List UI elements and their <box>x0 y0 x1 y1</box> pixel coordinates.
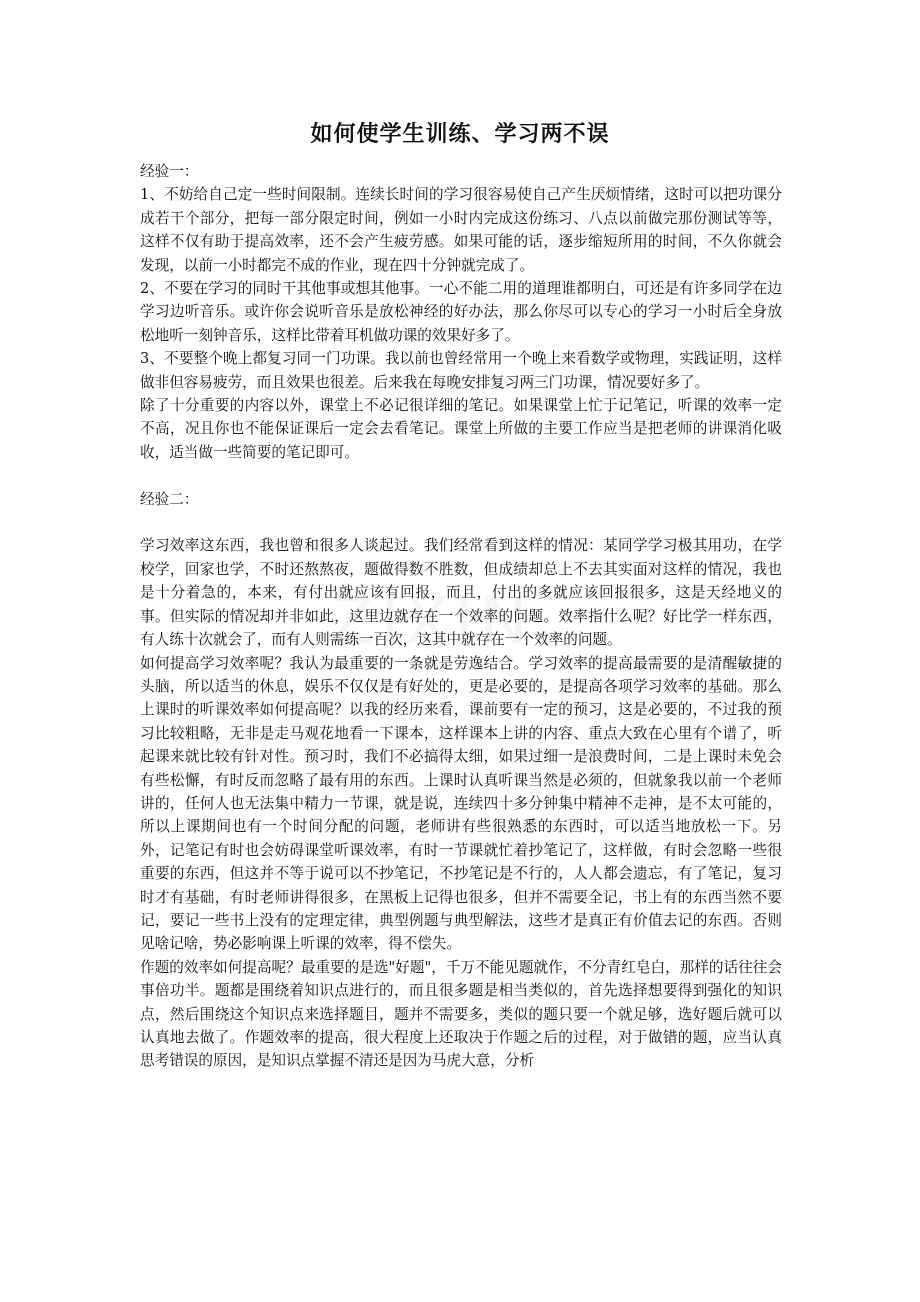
document-title: 如何使学生训练、学习两不误 <box>310 122 610 147</box>
section-heading-experience-1: 经验一： <box>140 163 199 180</box>
paragraph-notes: 除了十分重要的内容以外，课堂上不必记很详细的笔记。如果课堂上忙于记笔记，听课的效率一定不高，况且你也不能保证课后一定会去看笔记。课堂上所做的主要工作应当是把老师的讲课消化吸收，适当做一些简要的笔记即可。 <box>140 397 782 461</box>
paragraph-efficiency-class: 如何提高学习效率呢？我认为最重要的一条就是劳逸结合。学习效率的提高最需要的是清醒敏捷的头脑，所以适当的休息，娱乐不仅仅是有好处的，更是必要的，是提高各项学习效率的基础。那么上课时的听课效率如何提高呢？以我的经历来看，课前要有一定的预习，这是必要的，不过我的预习比较粗略，无非是走马观花地看一下课本，这样课本上讲的内容、重点大致在心里有个谱了，听起课来就比较有针对性。预习时，我们不必搞得太细，如果过细一是浪费时间，二是上课时未免会有些松懈，有时反而忽略了最有用的东西。上课时认真听课当然是必须的，但就象我以前一个老师讲的，任何人也无法集中精力一节课，就是说，连续四十多分钟集中精神不走神，是不太可能的，所以上课期间也有一个时间分配的问题，老师讲有些很熟悉的东西时，可以适当地放松一下。另外，记笔记有时也会妨碍课堂听课效率，有时一节课就忙着抄笔记了，这样做，有时会忽略一些很重要的东西，但这并不等于说可以不抄笔记，不抄笔记是不行的，人人都会遗忘，有了笔记，复习时才有基础，有时老师讲得很多，在黑板上记得也很多，但并不需要全记，书上有的东西当然不要记，要记一些书上没有的定理定律，典型例题与典型解法，这些才是真正有价值去记的东西。否则见啥记啥，势必影响课上听课的效率，得不偿失。 <box>140 654 782 953</box>
section-heading-experience-2: 经验二： <box>140 490 199 508</box>
paragraph-tip-2: 2、不要在学习的同时干其他事或想其他事。一心不能二用的道理谁都明白，可还是有许多同学在边学习边听音乐。或许你会说听音乐是放松神经的好办法，那么你尽可以专心的学习一小时后全身放松地听一刻钟音乐，这样比带着耳机做功课的效果好多了。 <box>140 280 782 344</box>
blank-line <box>140 464 782 487</box>
paragraph-tip-3: 3、不要整个晚上都复习同一门功课。我以前也曾经常用一个晚上来看数学或物理，实践证明，这样做非但容易疲劳，而且效果也很差。后来我在每晚安排复习两三门功课，情况要好多了。 <box>140 350 782 391</box>
document-body <box>140 160 782 1073</box>
paragraph-efficiency-intro: 学习效率这东西，我也曾和很多人谈起过。我们经常看到这样的情况：某同学学习极其用功，在学校学，回家也学，不时还熬熬夜，题做得数不胜数，但成绩却总上不去其实面对这样的情况，我也是十分着急的，本来，有付出就应该有回报，而且，付出的多就应该回报很多，这是天经地义的事。但实际的情况却并非如此，这里边就存在一个效率的问题。效率指什么呢？好比学一样东西，有人练十次就会了，而有人则需练一百次，这其中就存在一个效率的问题。 <box>140 537 782 649</box>
paragraph-efficiency-exercises: 作题的效率如何提高呢？最重要的是选"好题"，千万不能见题就作，不分青红皂白，那样的话往往会事倍功半。题都是围绕着知识点进行的，而且很多题是相当类似的，首先选择想要得到强化的知识点，然后围绕这个知识点来选择题目，题并不需要多，类似的题只要一个就足够，选好题后就可以认真地去做了。作题效率的提高，很大程度上还取决于作题之后的过程，对于做错的题，应当认真思考错误的原因，是知识点掌握不清还是因为马虎大意，分析 <box>140 958 782 1070</box>
blank-line <box>140 511 782 534</box>
paragraph-tip-1: 1、不妨给自己定一些时间限制。连续长时间的学习很容易使自己产生厌烦情绪，这时可以把功课分成若干个部分，把每一部分限定时间，例如一小时内完成这份练习、八点以前做完那份测试等等，这样不仅有助于提高效率，还不会产生疲劳感。如果可能的话，逐步缩短所用的时间，不久你就会发现，以前一小时都完不成的作业，现在四十分钟就完成了。 <box>140 186 782 274</box>
